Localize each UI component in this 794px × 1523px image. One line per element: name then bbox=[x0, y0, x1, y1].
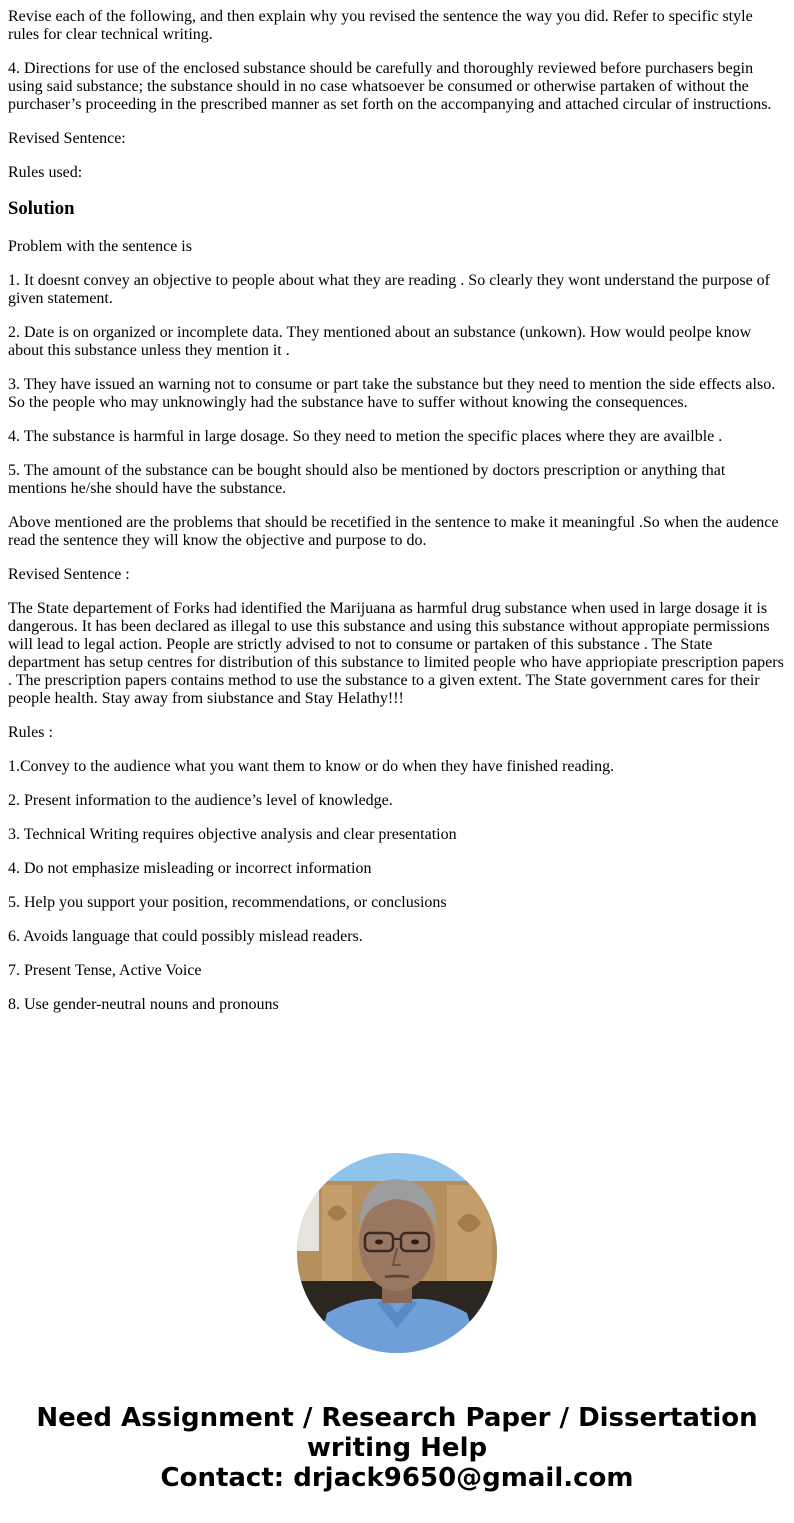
revised-sentence-text: The State departement of Forks had identified the Marijuana as harmful drug substance when used in large dosage it is dangerous. It has been declared as illegal to use this substance and using this substance without appropiate permissions will lead to legal action. People are strictly advised to not to consume or partaken of this substance . The State department has setup centres for distribution of this substance to limited people who have appriopiate prescription papers . The prescription papers contains method to use the substance to a given extent. The State government cares for their people health. Stay away from siubstance and Stay Helathy!!! bbox=[8, 600, 784, 707]
question-intro: Revise each of the following, and then explain why you revised the sentence the way you did. Refer to specific style rules for clear technical writing. bbox=[8, 8, 753, 43]
question-rules-label: Rules used: bbox=[8, 164, 83, 181]
problem-intro: Problem with the sentence is bbox=[8, 238, 192, 255]
question-item: 4. Directions for use of the enclosed substance should be carefully and thoroughly reviewed before purchasers begin using said substance; the substance should in no case whatsoever be consumed or otherwise partaken of without the purchaser’s proceeding in the prescribed manner as set forth on the accompanying and attached circular of instructions. bbox=[8, 60, 772, 113]
problem-item: 2. Date is on organized or incomplete data. They mentioned about an substance (unkown). How would peolpe know about this substance unless they mention it . bbox=[8, 324, 752, 359]
rule-item: 8. Use gender-neutral nouns and pronouns bbox=[8, 996, 279, 1013]
rule-item: 6. Avoids language that could possibly mislead readers. bbox=[8, 928, 363, 945]
problem-item: 5. The amount of the substance can be bought should also be mentioned by doctors prescription or anything that mentions he/she should have the substance. bbox=[8, 462, 726, 497]
banner-contact-email: Contact: drjack9650@gmail.com bbox=[160, 1463, 634, 1493]
question-revised-label: Revised Sentence: bbox=[8, 130, 126, 147]
problem-item: 3. They have issued an warning not to consume or part take the substance but they need to mention the side effects also. So the people who may unknowingly had the substance have to suffer without knowing the consequences. bbox=[8, 376, 776, 411]
rule-item: 7. Present Tense, Active Voice bbox=[8, 962, 202, 979]
rule-item: 3. Technical Writing requires objective analysis and clear presentation bbox=[8, 826, 457, 843]
author-avatar bbox=[297, 1153, 497, 1353]
contact-banner bbox=[0, 1403, 794, 1493]
banner-line-1: Need Assignment / Research Paper / Dissertation bbox=[36, 1403, 758, 1433]
solution-heading: Solution bbox=[8, 198, 75, 219]
rule-item: 2. Present information to the audience’s level of knowledge. bbox=[8, 792, 393, 809]
rules-label: Rules : bbox=[8, 724, 53, 741]
rule-item: 1.Convey to the audience what you want them to know or do when they have finished reading. bbox=[8, 758, 615, 775]
problem-item: 1. It doesnt convey an objective to people about what they are reading . So clearly they wont understand the purpose of given statement. bbox=[8, 272, 770, 307]
rule-item: 4. Do not emphasize misleading or incorrect information bbox=[8, 860, 372, 877]
problem-item: 4. The substance is harmful in large dosage. So they need to metion the specific places where they are availble . bbox=[8, 428, 723, 445]
revised-sentence-label: Revised Sentence : bbox=[8, 566, 130, 583]
rule-item: 5. Help you support your position, recommendations, or conclusions bbox=[8, 894, 447, 911]
problem-summary: Above mentioned are the problems that should be recetified in the sentence to make it meaningful .So when the audence read the sentence they will know the objective and purpose to do. bbox=[8, 514, 779, 549]
banner-line-2: writing Help bbox=[306, 1433, 488, 1463]
portrait-photo-icon bbox=[297, 1153, 497, 1353]
document-body bbox=[8, 8, 786, 1030]
